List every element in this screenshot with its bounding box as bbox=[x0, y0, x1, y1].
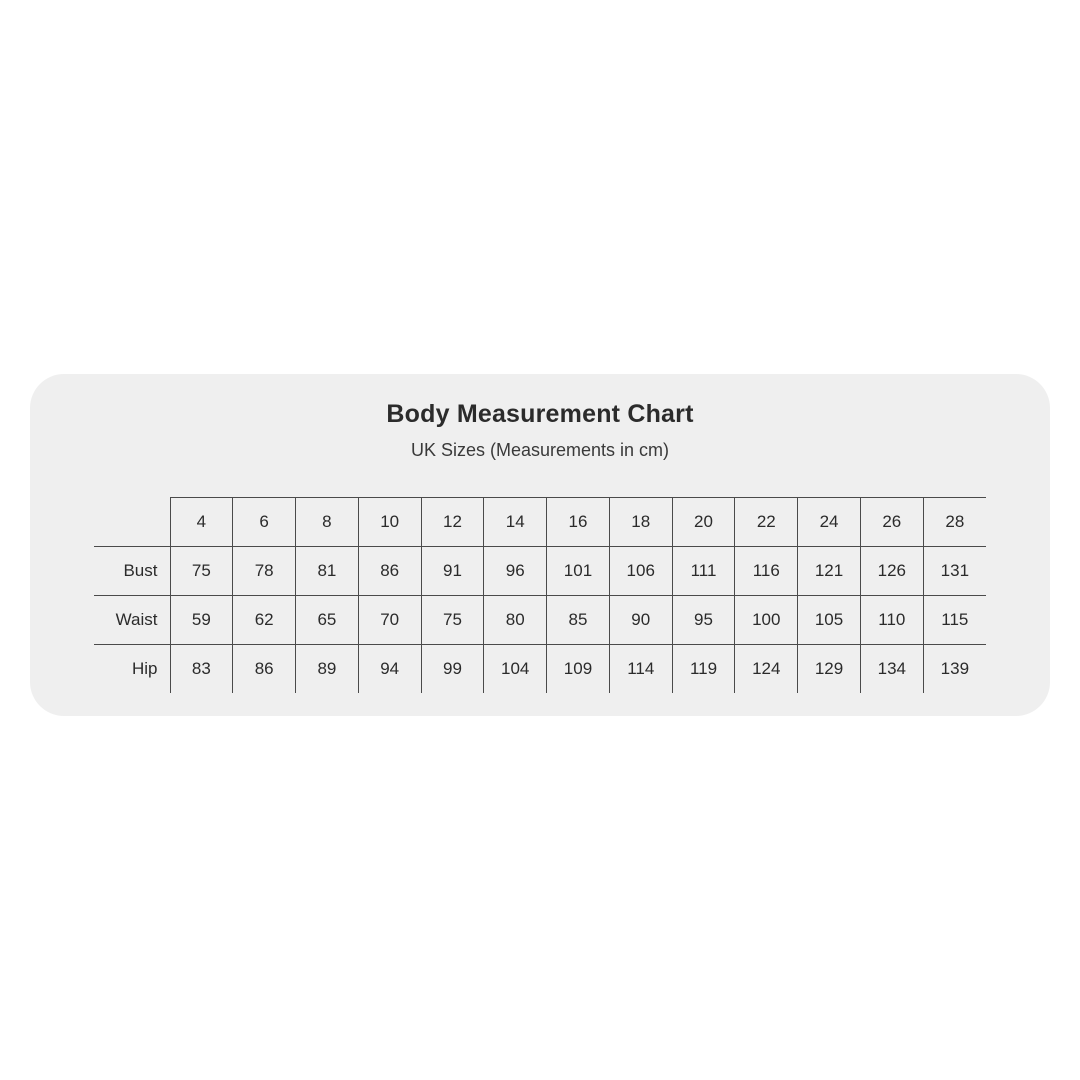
table-cell: 78 bbox=[233, 547, 296, 596]
table-cell: 80 bbox=[484, 596, 547, 645]
table-cell: 62 bbox=[233, 596, 296, 645]
table-row-label: Hip bbox=[94, 645, 170, 694]
table-size-header: 12 bbox=[421, 498, 484, 547]
table-size-header: 14 bbox=[484, 498, 547, 547]
table-size-header: 22 bbox=[735, 498, 798, 547]
measurement-table bbox=[94, 497, 986, 693]
table-cell: 81 bbox=[296, 547, 359, 596]
table-row bbox=[94, 645, 986, 694]
table-cell: 86 bbox=[233, 645, 296, 694]
table-cell: 90 bbox=[609, 596, 672, 645]
table-cell: 119 bbox=[672, 645, 735, 694]
table-row-label: Waist bbox=[94, 596, 170, 645]
table-cell: 75 bbox=[170, 547, 233, 596]
table-cell: 96 bbox=[484, 547, 547, 596]
page-title: Body Measurement Chart bbox=[386, 400, 694, 428]
table-body bbox=[94, 547, 986, 694]
table-cell: 124 bbox=[735, 645, 798, 694]
table-row-label: Bust bbox=[94, 547, 170, 596]
table-cell: 91 bbox=[421, 547, 484, 596]
table-size-header: 6 bbox=[233, 498, 296, 547]
table-cell: 134 bbox=[860, 645, 923, 694]
table-cell: 126 bbox=[860, 547, 923, 596]
table-cell: 85 bbox=[547, 596, 610, 645]
measurement-table-wrap bbox=[94, 497, 986, 693]
table-cell: 65 bbox=[296, 596, 359, 645]
table-cell: 100 bbox=[735, 596, 798, 645]
table-cell: 131 bbox=[923, 547, 986, 596]
table-size-header: 20 bbox=[672, 498, 735, 547]
table-cell: 70 bbox=[358, 596, 421, 645]
table-cell: 114 bbox=[609, 645, 672, 694]
table-cell: 111 bbox=[672, 547, 735, 596]
table-size-header: 16 bbox=[547, 498, 610, 547]
chart-subtitle: UK Sizes (Measurements in cm) bbox=[410, 440, 670, 460]
table-row bbox=[94, 547, 986, 596]
table-size-header: 18 bbox=[609, 498, 672, 547]
table-cell: 129 bbox=[798, 645, 861, 694]
table-size-header: 8 bbox=[296, 498, 359, 547]
table-cell: 109 bbox=[547, 645, 610, 694]
measurement-chart-card bbox=[30, 374, 1050, 716]
table-size-header: 10 bbox=[358, 498, 421, 547]
table-size-header: 4 bbox=[170, 498, 233, 547]
table-cell: 101 bbox=[547, 547, 610, 596]
table-size-header: 26 bbox=[860, 498, 923, 547]
table-cell: 94 bbox=[358, 645, 421, 694]
table-header-row bbox=[94, 498, 986, 547]
table-cell: 121 bbox=[798, 547, 861, 596]
table-cell: 95 bbox=[672, 596, 735, 645]
table-cell: 105 bbox=[798, 596, 861, 645]
table-cell: 75 bbox=[421, 596, 484, 645]
table-cell: 83 bbox=[170, 645, 233, 694]
table-cell: 89 bbox=[296, 645, 359, 694]
table-corner-cell bbox=[94, 498, 170, 547]
table-cell: 59 bbox=[170, 596, 233, 645]
table-size-header: 28 bbox=[923, 498, 986, 547]
table-row bbox=[94, 596, 986, 645]
table-cell: 116 bbox=[735, 547, 798, 596]
table-cell: 139 bbox=[923, 645, 986, 694]
table-cell: 86 bbox=[358, 547, 421, 596]
table-cell: 99 bbox=[421, 645, 484, 694]
table-cell: 110 bbox=[860, 596, 923, 645]
table-cell: 104 bbox=[484, 645, 547, 694]
table-cell: 106 bbox=[609, 547, 672, 596]
table-size-header: 24 bbox=[798, 498, 861, 547]
table-header bbox=[94, 498, 986, 547]
table-cell: 115 bbox=[923, 596, 986, 645]
